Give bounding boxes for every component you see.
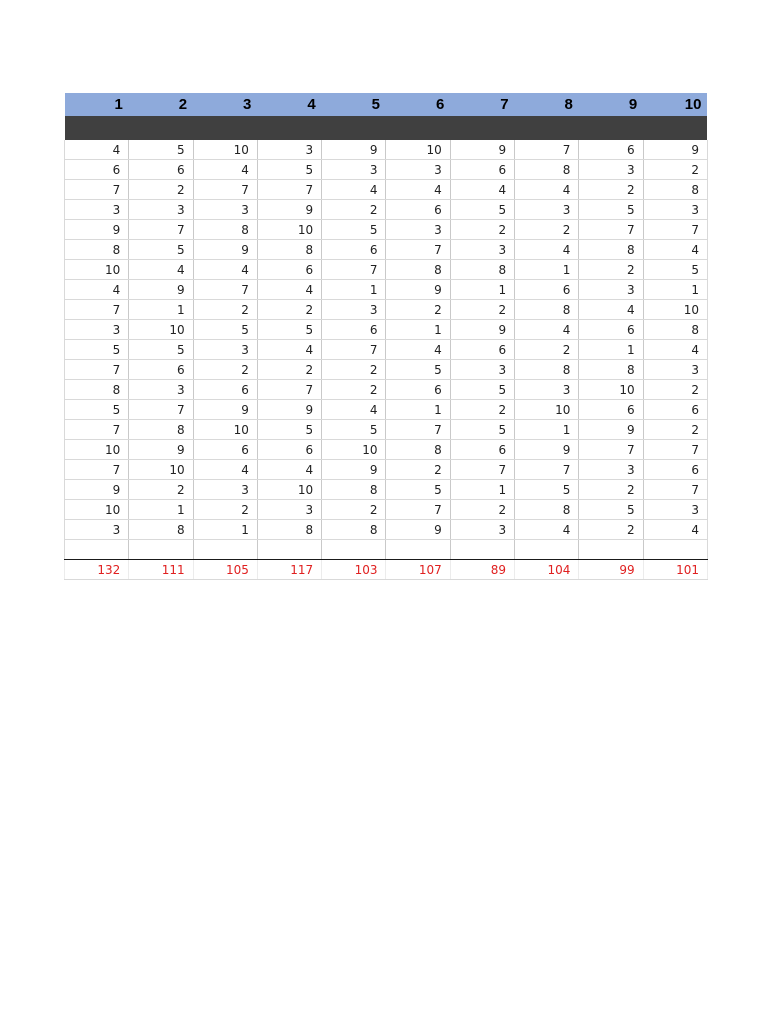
table-cell[interactable]: 7 xyxy=(386,240,450,260)
table-cell[interactable]: 6 xyxy=(129,160,193,180)
table-cell[interactable]: 10 xyxy=(257,220,321,240)
table-cell[interactable]: 2 xyxy=(257,360,321,380)
table-cell[interactable]: 6 xyxy=(386,380,450,400)
table-cell[interactable]: 4 xyxy=(386,180,450,200)
table-cell[interactable]: 7 xyxy=(643,440,707,460)
band-cell[interactable] xyxy=(515,116,579,140)
table-row xyxy=(65,160,708,180)
blank-cell[interactable] xyxy=(65,540,129,560)
table-cell[interactable]: 4 xyxy=(515,320,579,340)
table-cell[interactable]: 4 xyxy=(515,180,579,200)
table-cell[interactable]: 6 xyxy=(450,440,514,460)
table-cell[interactable]: 8 xyxy=(643,320,707,340)
total-cell-5[interactable]: 103 xyxy=(322,560,386,580)
table-cell[interactable]: 4 xyxy=(193,160,257,180)
table-cell[interactable]: 1 xyxy=(386,400,450,420)
table-cell[interactable]: 4 xyxy=(65,140,129,160)
table-cell[interactable]: 3 xyxy=(322,160,386,180)
table-cell[interactable]: 8 xyxy=(386,260,450,280)
table-cell[interactable]: 7 xyxy=(129,400,193,420)
table-cell[interactable]: 8 xyxy=(643,180,707,200)
table-cell[interactable]: 2 xyxy=(193,360,257,380)
table-cell[interactable]: 5 xyxy=(579,500,643,520)
table-cell[interactable]: 8 xyxy=(515,500,579,520)
column-header-9[interactable]: 9 xyxy=(579,93,643,116)
table-cell[interactable]: 7 xyxy=(65,460,129,480)
table-cell[interactable]: 1 xyxy=(129,500,193,520)
table-row xyxy=(65,380,708,400)
table-row xyxy=(65,260,708,280)
table-cell[interactable]: 4 xyxy=(257,460,321,480)
table-cell[interactable]: 10 xyxy=(193,140,257,160)
table-cell[interactable]: 9 xyxy=(450,320,514,340)
table-cell[interactable]: 4 xyxy=(450,180,514,200)
table-cell[interactable]: 7 xyxy=(643,220,707,240)
table-cell[interactable]: 3 xyxy=(129,200,193,220)
table-cell[interactable]: 5 xyxy=(257,420,321,440)
column-header-row xyxy=(65,93,708,116)
table-cell[interactable]: 2 xyxy=(257,300,321,320)
table-cell[interactable]: 7 xyxy=(386,500,450,520)
table-cell[interactable]: 2 xyxy=(322,200,386,220)
table-cell[interactable]: 8 xyxy=(129,520,193,540)
table-cell[interactable]: 8 xyxy=(65,240,129,260)
table-row xyxy=(65,480,708,500)
total-cell-7[interactable]: 89 xyxy=(450,560,514,580)
total-cell-9[interactable]: 99 xyxy=(579,560,643,580)
table-cell[interactable]: 4 xyxy=(515,520,579,540)
table-cell[interactable]: 5 xyxy=(193,320,257,340)
table-cell[interactable]: 4 xyxy=(257,340,321,360)
table-cell[interactable]: 6 xyxy=(257,260,321,280)
table-cell[interactable]: 2 xyxy=(193,300,257,320)
blank-cell[interactable] xyxy=(193,540,257,560)
table-cell[interactable]: 6 xyxy=(129,360,193,380)
table-cell[interactable]: 5 xyxy=(643,260,707,280)
total-cell-3[interactable]: 105 xyxy=(193,560,257,580)
table-cell[interactable]: 8 xyxy=(322,480,386,500)
blank-cell[interactable] xyxy=(257,540,321,560)
column-header-1[interactable]: 1 xyxy=(65,93,129,116)
table-row xyxy=(65,460,708,480)
table-cell[interactable]: 1 xyxy=(643,280,707,300)
table-cell[interactable]: 2 xyxy=(643,420,707,440)
table-cell[interactable]: 5 xyxy=(129,140,193,160)
table-cell[interactable]: 5 xyxy=(129,340,193,360)
table-cell[interactable]: 8 xyxy=(65,380,129,400)
blank-cell[interactable] xyxy=(322,540,386,560)
column-header-5[interactable]: 5 xyxy=(322,93,386,116)
table-cell[interactable]: 4 xyxy=(65,280,129,300)
table-cell[interactable]: 9 xyxy=(257,200,321,220)
table-cell[interactable]: 8 xyxy=(515,160,579,180)
table-cell[interactable]: 7 xyxy=(65,360,129,380)
band-cell[interactable] xyxy=(129,116,193,140)
table-cell[interactable]: 4 xyxy=(193,460,257,480)
table-cell[interactable]: 5 xyxy=(257,320,321,340)
table-cell[interactable]: 3 xyxy=(193,480,257,500)
table-cell[interactable]: 4 xyxy=(579,300,643,320)
column-header-6[interactable]: 6 xyxy=(386,93,450,116)
table-cell[interactable]: 9 xyxy=(386,520,450,540)
data-rows xyxy=(65,140,708,540)
blank-cell[interactable] xyxy=(129,540,193,560)
table-cell[interactable]: 7 xyxy=(386,420,450,440)
table-cell[interactable]: 3 xyxy=(579,160,643,180)
table-cell[interactable]: 2 xyxy=(322,360,386,380)
table-cell[interactable]: 9 xyxy=(322,460,386,480)
table-cell[interactable]: 2 xyxy=(450,300,514,320)
table-cell[interactable]: 5 xyxy=(386,480,450,500)
table-cell[interactable]: 5 xyxy=(257,160,321,180)
table-cell[interactable]: 3 xyxy=(257,140,321,160)
table-cell[interactable]: 3 xyxy=(322,300,386,320)
table-cell[interactable]: 3 xyxy=(579,280,643,300)
table-cell[interactable]: 10 xyxy=(129,320,193,340)
table-cell[interactable]: 7 xyxy=(193,180,257,200)
table-cell[interactable]: 3 xyxy=(65,320,129,340)
table-cell[interactable]: 7 xyxy=(579,440,643,460)
table-cell[interactable]: 5 xyxy=(450,380,514,400)
table-cell[interactable]: 7 xyxy=(65,300,129,320)
table-cell[interactable]: 6 xyxy=(643,460,707,480)
table-cell[interactable]: 8 xyxy=(257,520,321,540)
table-cell[interactable]: 9 xyxy=(129,440,193,460)
table-row xyxy=(65,180,708,200)
table-cell[interactable]: 8 xyxy=(257,240,321,260)
table-row xyxy=(65,500,708,520)
table-cell[interactable]: 9 xyxy=(129,280,193,300)
table-row xyxy=(65,220,708,240)
table-cell[interactable]: 6 xyxy=(450,340,514,360)
table-row xyxy=(65,400,708,420)
table-cell[interactable]: 3 xyxy=(129,380,193,400)
table-cell[interactable]: 3 xyxy=(450,520,514,540)
table-cell[interactable]: 1 xyxy=(450,280,514,300)
column-header-3[interactable]: 3 xyxy=(193,93,257,116)
table-cell[interactable]: 2 xyxy=(579,260,643,280)
table-cell[interactable]: 9 xyxy=(257,400,321,420)
table-cell[interactable]: 10 xyxy=(129,460,193,480)
table-cell[interactable]: 1 xyxy=(129,300,193,320)
blank-cell[interactable] xyxy=(515,540,579,560)
table-cell[interactable]: 2 xyxy=(129,480,193,500)
table-cell[interactable]: 1 xyxy=(193,520,257,540)
blank-cell[interactable] xyxy=(643,540,707,560)
table-cell[interactable]: 4 xyxy=(643,340,707,360)
blank-row xyxy=(65,540,708,560)
table-cell[interactable]: 5 xyxy=(65,340,129,360)
table-cell[interactable]: 6 xyxy=(193,440,257,460)
table-cell[interactable]: 3 xyxy=(65,520,129,540)
table-cell[interactable]: 7 xyxy=(129,220,193,240)
band-cell[interactable] xyxy=(322,116,386,140)
table-cell[interactable]: 5 xyxy=(322,420,386,440)
band-cell[interactable] xyxy=(643,116,707,140)
table-cell[interactable]: 5 xyxy=(450,420,514,440)
table-cell[interactable]: 4 xyxy=(322,400,386,420)
table-row xyxy=(65,440,708,460)
table-cell[interactable]: 2 xyxy=(450,500,514,520)
total-cell-2[interactable]: 111 xyxy=(129,560,193,580)
table-cell[interactable]: 2 xyxy=(193,500,257,520)
table-row xyxy=(65,340,708,360)
table-cell[interactable]: 6 xyxy=(386,200,450,220)
table-cell[interactable]: 2 xyxy=(643,380,707,400)
table-cell[interactable]: 8 xyxy=(579,240,643,260)
spreadsheet xyxy=(64,93,707,580)
table-cell[interactable]: 7 xyxy=(257,380,321,400)
table-cell[interactable]: 9 xyxy=(515,440,579,460)
table-cell[interactable]: 4 xyxy=(386,340,450,360)
table-cell[interactable]: 10 xyxy=(643,300,707,320)
table-cell[interactable]: 10 xyxy=(257,480,321,500)
table-cell[interactable]: 8 xyxy=(579,360,643,380)
table-row xyxy=(65,200,708,220)
table-cell[interactable]: 2 xyxy=(322,500,386,520)
table-cell[interactable]: 9 xyxy=(65,480,129,500)
table-cell[interactable]: 4 xyxy=(129,260,193,280)
table-cell[interactable]: 8 xyxy=(450,260,514,280)
table-cell[interactable]: 9 xyxy=(579,420,643,440)
table-row xyxy=(65,520,708,540)
table-cell[interactable]: 10 xyxy=(515,400,579,420)
table-cell[interactable]: 3 xyxy=(193,200,257,220)
table-cell[interactable]: 2 xyxy=(515,340,579,360)
table-row xyxy=(65,280,708,300)
table-cell[interactable]: 7 xyxy=(515,140,579,160)
table-row xyxy=(65,360,708,380)
table-cell[interactable]: 3 xyxy=(386,220,450,240)
table-cell[interactable]: 3 xyxy=(643,360,707,380)
table-cell[interactable]: 3 xyxy=(450,360,514,380)
table-cell[interactable]: 6 xyxy=(579,320,643,340)
table-cell[interactable]: 2 xyxy=(579,480,643,500)
column-header-7[interactable]: 7 xyxy=(450,93,514,116)
table-cell[interactable]: 2 xyxy=(386,300,450,320)
table-cell[interactable]: 2 xyxy=(322,380,386,400)
table-cell[interactable]: 9 xyxy=(386,280,450,300)
table-cell[interactable]: 9 xyxy=(643,140,707,160)
column-header-2[interactable]: 2 xyxy=(129,93,193,116)
table-cell[interactable]: 8 xyxy=(515,360,579,380)
blank-cell[interactable] xyxy=(450,540,514,560)
table-cell[interactable]: 10 xyxy=(65,260,129,280)
table-cell[interactable]: 10 xyxy=(65,500,129,520)
table-cell[interactable]: 6 xyxy=(579,140,643,160)
table-cell[interactable]: 7 xyxy=(193,280,257,300)
table-cell[interactable]: 10 xyxy=(386,140,450,160)
table-cell[interactable]: 7 xyxy=(65,180,129,200)
table-row xyxy=(65,240,708,260)
table-cell[interactable]: 7 xyxy=(322,340,386,360)
table-cell[interactable]: 8 xyxy=(322,520,386,540)
table-cell[interactable]: 8 xyxy=(129,420,193,440)
table-cell[interactable]: 7 xyxy=(322,260,386,280)
table-cell[interactable]: 10 xyxy=(193,420,257,440)
table-cell[interactable]: 7 xyxy=(257,180,321,200)
table-cell[interactable]: 10 xyxy=(65,440,129,460)
table-cell[interactable]: 1 xyxy=(450,480,514,500)
table-row xyxy=(65,140,708,160)
table-cell[interactable]: 2 xyxy=(386,460,450,480)
number-grid-table xyxy=(64,93,708,580)
column-header-4[interactable]: 4 xyxy=(257,93,321,116)
total-cell-10[interactable]: 101 xyxy=(643,560,707,580)
totals-row xyxy=(65,560,708,580)
table-cell[interactable]: 6 xyxy=(65,160,129,180)
table-cell[interactable]: 7 xyxy=(579,220,643,240)
table-cell[interactable]: 6 xyxy=(579,400,643,420)
total-cell-8[interactable]: 104 xyxy=(515,560,579,580)
column-header-10[interactable]: 10 xyxy=(643,93,707,116)
total-cell-6[interactable]: 107 xyxy=(386,560,450,580)
table-cell[interactable]: 5 xyxy=(579,200,643,220)
table-cell[interactable]: 2 xyxy=(579,180,643,200)
table-cell[interactable]: 4 xyxy=(257,280,321,300)
table-cell[interactable]: 9 xyxy=(450,140,514,160)
table-cell[interactable]: 6 xyxy=(193,380,257,400)
table-cell[interactable]: 2 xyxy=(129,180,193,200)
table-cell[interactable]: 1 xyxy=(322,280,386,300)
table-cell[interactable]: 7 xyxy=(643,480,707,500)
table-cell[interactable]: 6 xyxy=(515,280,579,300)
table-cell[interactable]: 4 xyxy=(193,260,257,280)
blank-cell[interactable] xyxy=(579,540,643,560)
band-cell[interactable] xyxy=(450,116,514,140)
band-cell[interactable] xyxy=(579,116,643,140)
table-row xyxy=(65,320,708,340)
table-row xyxy=(65,300,708,320)
table-cell[interactable]: 4 xyxy=(322,180,386,200)
table-cell[interactable]: 4 xyxy=(643,520,707,540)
table-cell[interactable]: 2 xyxy=(515,220,579,240)
table-cell[interactable]: 1 xyxy=(515,420,579,440)
table-cell[interactable]: 6 xyxy=(643,400,707,420)
table-cell[interactable]: 8 xyxy=(386,440,450,460)
band-cell[interactable] xyxy=(257,116,321,140)
table-cell[interactable]: 4 xyxy=(515,240,579,260)
table-cell[interactable]: 3 xyxy=(579,460,643,480)
total-cell-4[interactable]: 117 xyxy=(257,560,321,580)
table-cell[interactable]: 10 xyxy=(579,380,643,400)
table-cell[interactable]: 5 xyxy=(450,200,514,220)
table-cell[interactable]: 3 xyxy=(193,340,257,360)
table-cell[interactable]: 5 xyxy=(386,360,450,380)
table-cell[interactable]: 3 xyxy=(450,240,514,260)
table-cell[interactable]: 7 xyxy=(65,420,129,440)
table-cell[interactable]: 5 xyxy=(65,400,129,420)
table-cell[interactable]: 3 xyxy=(643,200,707,220)
blank-cell[interactable] xyxy=(386,540,450,560)
table-cell[interactable]: 6 xyxy=(450,160,514,180)
table-cell[interactable]: 1 xyxy=(386,320,450,340)
table-cell[interactable]: 6 xyxy=(322,240,386,260)
band-cell[interactable] xyxy=(65,116,129,140)
table-cell[interactable]: 4 xyxy=(643,240,707,260)
table-cell[interactable]: 5 xyxy=(129,240,193,260)
band-cell[interactable] xyxy=(386,116,450,140)
column-header-8[interactable]: 8 xyxy=(515,93,579,116)
table-row xyxy=(65,420,708,440)
table-cell[interactable]: 5 xyxy=(515,480,579,500)
table-cell[interactable]: 9 xyxy=(193,240,257,260)
band-cell[interactable] xyxy=(193,116,257,140)
table-cell[interactable]: 8 xyxy=(193,220,257,240)
table-cell[interactable]: 3 xyxy=(257,500,321,520)
table-cell[interactable]: 10 xyxy=(322,440,386,460)
table-cell[interactable]: 2 xyxy=(450,400,514,420)
table-cell[interactable]: 1 xyxy=(579,340,643,360)
table-cell[interactable]: 3 xyxy=(65,200,129,220)
table-cell[interactable]: 9 xyxy=(65,220,129,240)
table-cell[interactable]: 6 xyxy=(322,320,386,340)
table-cell[interactable]: 5 xyxy=(322,220,386,240)
total-cell-1[interactable]: 132 xyxy=(65,560,129,580)
table-cell[interactable]: 7 xyxy=(515,460,579,480)
table-cell[interactable]: 2 xyxy=(450,220,514,240)
dark-band-row xyxy=(65,116,708,140)
table-cell[interactable]: 1 xyxy=(515,260,579,280)
table-cell[interactable]: 3 xyxy=(386,160,450,180)
table-cell[interactable]: 7 xyxy=(450,460,514,480)
table-cell[interactable]: 8 xyxy=(515,300,579,320)
table-cell[interactable]: 9 xyxy=(322,140,386,160)
table-cell[interactable]: 3 xyxy=(515,200,579,220)
table-cell[interactable]: 3 xyxy=(515,380,579,400)
table-cell[interactable]: 9 xyxy=(193,400,257,420)
table-cell[interactable]: 2 xyxy=(579,520,643,540)
table-cell[interactable]: 2 xyxy=(643,160,707,180)
table-cell[interactable]: 6 xyxy=(257,440,321,460)
table-cell[interactable]: 3 xyxy=(643,500,707,520)
